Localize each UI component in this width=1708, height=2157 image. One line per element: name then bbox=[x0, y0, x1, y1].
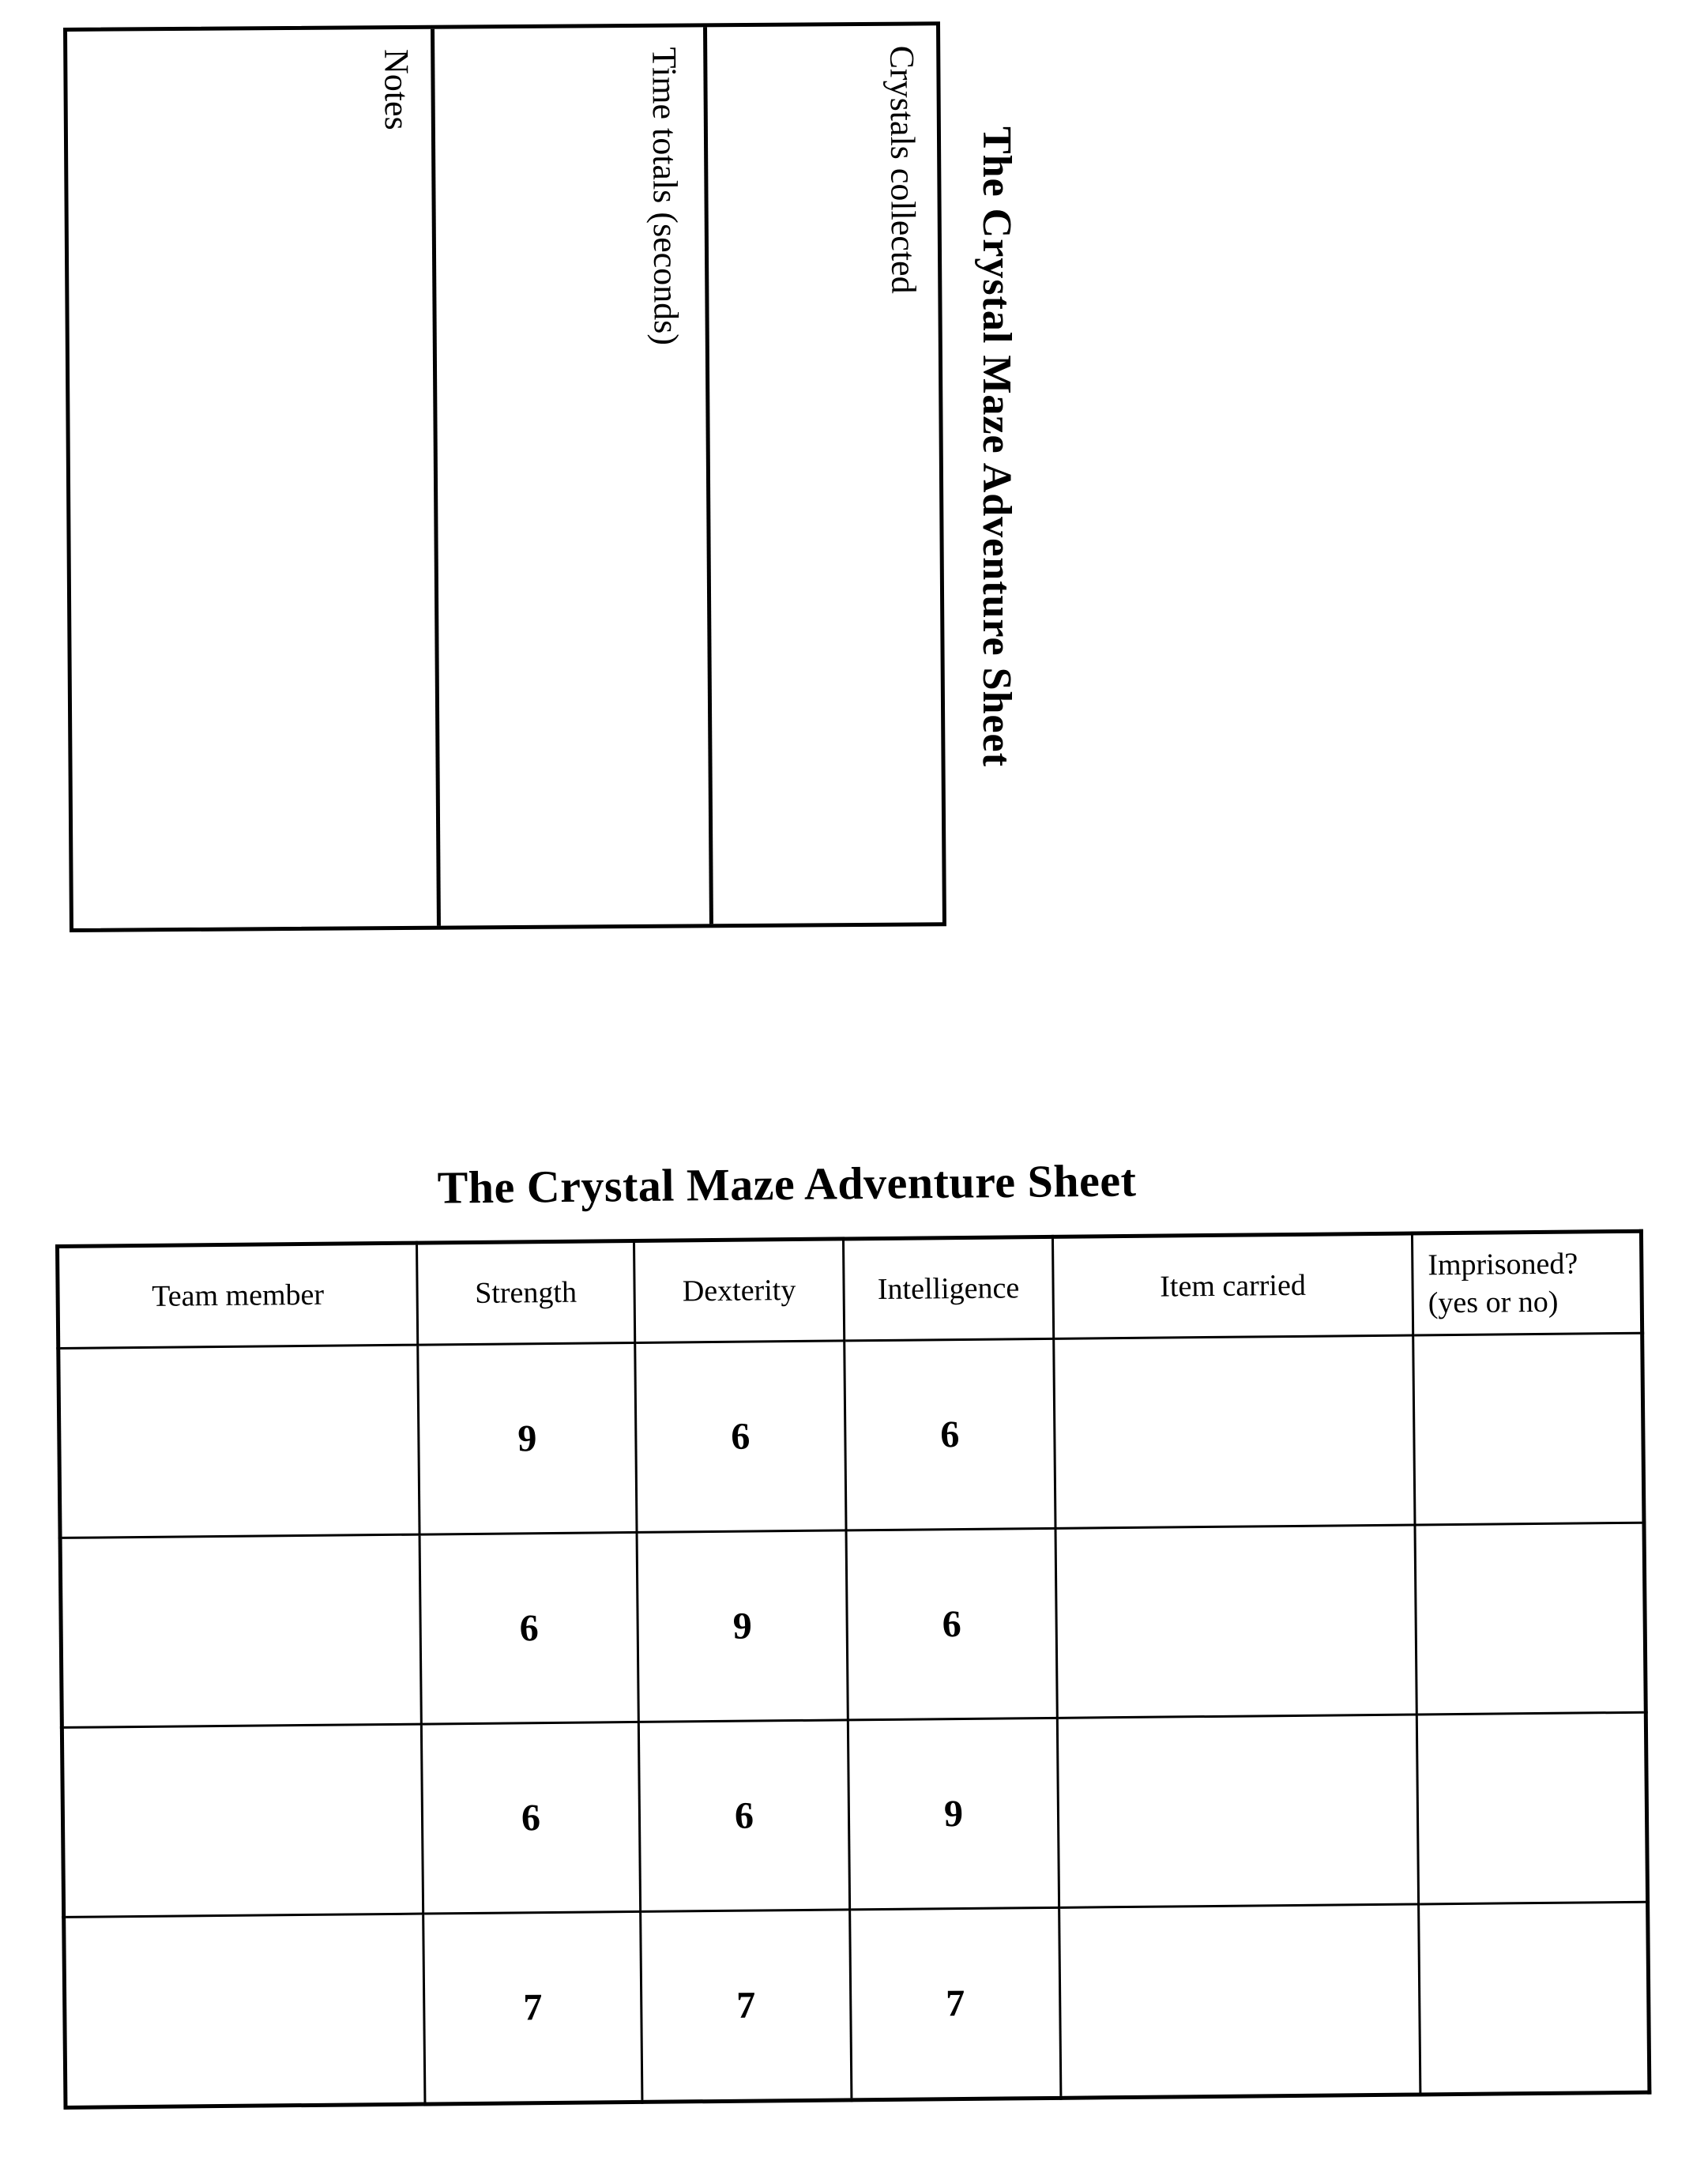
header-intelligence: Intelligence bbox=[843, 1237, 1053, 1341]
header-strength: Strength bbox=[417, 1240, 635, 1345]
imprisoned-cell[interactable] bbox=[1419, 1902, 1650, 2095]
time-totals-column-label: Time totals (seconds) bbox=[645, 47, 686, 346]
strength-cell: 7 bbox=[423, 1911, 642, 2104]
strength-cell: 6 bbox=[421, 1722, 640, 1914]
table-row bbox=[64, 1902, 1650, 2107]
header-imprisoned bbox=[1412, 1231, 1642, 1335]
sheet-title: The Crystal Maze Adventure Sheet bbox=[437, 1154, 1137, 1214]
imprisoned-cell[interactable] bbox=[1416, 1712, 1647, 1904]
header-team-member: Team member bbox=[58, 1243, 418, 1348]
item-carried-cell[interactable] bbox=[1055, 1525, 1416, 1718]
dexterity-cell: 6 bbox=[638, 1720, 849, 1912]
intelligence-cell: 6 bbox=[845, 1338, 1055, 1530]
header-imprisoned-line2: (yes or no) bbox=[1428, 1285, 1559, 1319]
intelligence-cell: 7 bbox=[850, 1907, 1061, 2100]
table-row bbox=[62, 1712, 1647, 1917]
rotated-adventure-table bbox=[63, 21, 946, 932]
adventure-table bbox=[55, 1229, 1651, 2110]
notes-column-label: Notes bbox=[377, 48, 416, 130]
table-row bbox=[58, 1333, 1644, 1538]
adventure-table-wrap bbox=[55, 1229, 1647, 2106]
item-carried-cell[interactable] bbox=[1057, 1715, 1418, 1907]
item-carried-cell[interactable] bbox=[1054, 1335, 1415, 1528]
imprisoned-cell[interactable] bbox=[1413, 1333, 1644, 1525]
intelligence-cell: 9 bbox=[848, 1718, 1059, 1910]
team-member-cell[interactable] bbox=[62, 1724, 423, 1917]
strength-cell: 9 bbox=[418, 1342, 637, 1534]
header-dexterity: Dexterity bbox=[634, 1239, 844, 1343]
item-carried-cell[interactable] bbox=[1059, 1904, 1420, 2098]
crystals-collected-column bbox=[707, 25, 942, 924]
rotated-sheet-title: The Crystal Maze Adventure Sheet bbox=[974, 126, 1019, 767]
time-totals-column bbox=[435, 27, 713, 925]
table-header-row bbox=[58, 1231, 1642, 1348]
notes-column bbox=[67, 29, 441, 928]
dexterity-cell: 6 bbox=[635, 1341, 846, 1533]
table-row bbox=[60, 1523, 1646, 1727]
header-imprisoned-line1: Imprisoned? bbox=[1428, 1247, 1578, 1282]
crystals-collected-column-label: Crystals collected bbox=[882, 45, 924, 294]
intelligence-cell: 6 bbox=[846, 1528, 1057, 1720]
team-member-cell[interactable] bbox=[58, 1345, 419, 1538]
dexterity-cell: 7 bbox=[641, 1910, 852, 2102]
dexterity-cell: 9 bbox=[637, 1530, 848, 1722]
imprisoned-cell[interactable] bbox=[1415, 1523, 1646, 1715]
team-member-cell[interactable] bbox=[64, 1914, 425, 2107]
header-item-carried: Item carried bbox=[1052, 1233, 1413, 1338]
strength-cell: 6 bbox=[419, 1532, 638, 1724]
team-member-cell[interactable] bbox=[60, 1534, 421, 1727]
